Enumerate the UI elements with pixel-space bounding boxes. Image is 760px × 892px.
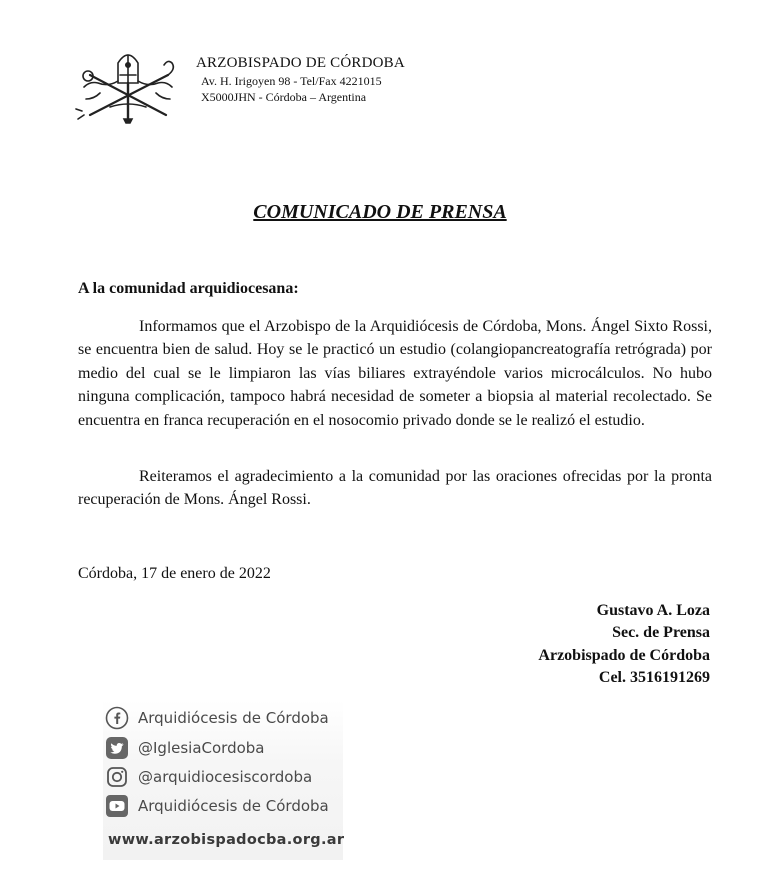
footer-website: www.arzobispadocba.org.ar: [108, 832, 345, 848]
youtube-label: Arquidiócesis de Córdoba: [138, 797, 329, 815]
youtube-icon: [105, 794, 129, 818]
signer-phone: Cel. 3516191269: [598, 669, 710, 687]
paragraph-1: Informamos que el Arzobispo de la Arquidiócesis de Córdoba, Mons. Ángel Sixto Rossi, se encuentra bien de salud. Hoy se le practicó un estudio (colangiopancreatografía retrógrada) por medio del cual se le limpiaron las vías biliares extrayéndole varios microcálculos. No hubo ninguna complicación, tampoco habrá necesidad de someter a biopsia al material recolectado. Se encuentra en franca recuperación en el nosocomio privado donde se le realizó el estudio.: [78, 318, 712, 429]
letterhead: [196, 56, 405, 103]
signer-name: Gustavo A. Loza: [596, 602, 710, 619]
twitter-icon: [105, 736, 129, 760]
instagram-label: @arquidiocesiscordoba: [138, 768, 313, 786]
salutation: A la comunidad arquidiocesana:: [78, 280, 299, 297]
signature-block: [538, 600, 710, 690]
org-address: Av. H. Irigoyen 98 - Tel/Fax 4221015: [201, 74, 382, 88]
date-line: Córdoba, 17 de enero de 2022: [78, 565, 271, 582]
org-name: ARZOBISPADO DE CÓRDOBA: [196, 55, 405, 71]
paragraph-2: Reiteramos el agradecimiento a la comunidad por las oraciones ofrecidas por la pronta recuperación de Mons. Ángel Rossi.: [78, 468, 712, 509]
twitter-label: @IglesiaCordoba: [138, 739, 265, 757]
facebook-icon: [105, 706, 129, 730]
footer-youtube: [105, 794, 329, 818]
instagram-icon: [105, 765, 129, 789]
signer-org: Arzobispado de Córdoba: [538, 646, 710, 664]
archdiocese-crest-logo: [70, 45, 186, 125]
document-title: COMUNICADO DE PRENSA: [253, 201, 507, 223]
footer-instagram: [105, 765, 312, 789]
signer-role: Sec. de Prensa: [612, 624, 710, 642]
facebook-label: Arquidiócesis de Córdoba: [138, 709, 329, 727]
footer-twitter: [105, 736, 264, 760]
org-postal: X5000JHN - Córdoba – Argentina: [201, 90, 367, 104]
footer-facebook: [105, 706, 329, 730]
